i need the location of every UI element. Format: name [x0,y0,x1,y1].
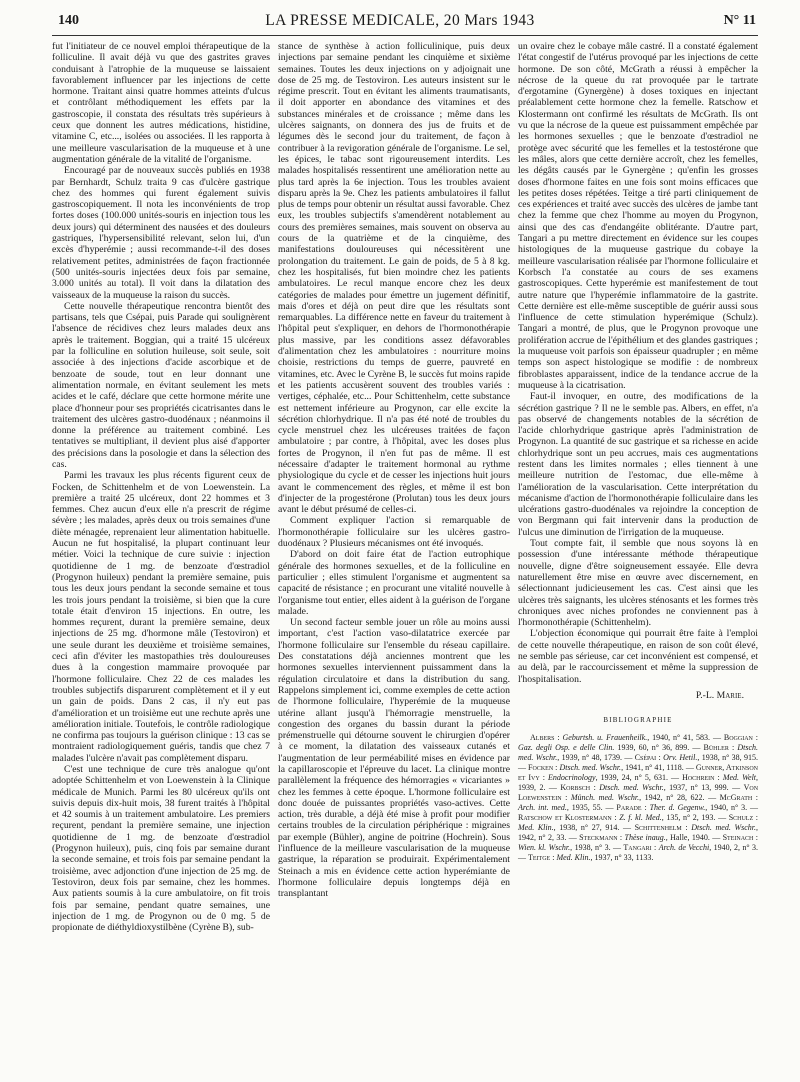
page-number: 140 [58,13,79,28]
bibliography-separator: — [683,762,696,772]
bibliography-author-separator: : [752,792,758,802]
bibliography-author-separator: : [550,852,557,862]
header-rule [52,35,758,36]
bibliography-details: , 1940, n° 3. [705,802,748,812]
bibliography-details: , 1937, n° 13, 999. [663,782,729,792]
bibliography-entry [635,753,758,762]
bibliography-author-separator: : [753,832,758,842]
bibliography-separator: — [667,772,683,782]
bibliography-author: Korbsch [560,782,591,792]
bibliography-author-separator: : [561,792,571,802]
bibliography-journal: Ther. d. Gegenw. [649,802,706,812]
bibliography-journal: Arch. de Vecchi [658,842,710,852]
paragraph: stance de synthèse à action folliculinique, puis deux injections par semaine pendant les cinquième et sixième semaines. Toutes les deux injections on y adjoignait une dose de 25 mg. de Testoviron. Les auteurs insistent sur le régime prescrit. Tout en évitant les aliments traumatisants, il doit apporter en abondance des vitamines et des substances minérales et de croissance ; même dans les ulcères saignants, on donnera des jus de fruits et de légumes dès le second jour du traitement, de façon à contribuer à la revigoration générale de l'organisme. Le sel, les épices, le tabac sont rigoureusement interdits. Les malades hospitalisés ressentirent une amélioration nette au plus tard après la 6e injection. Tous les troubles avaient disparu après la 9e. Chez les patients ambulatoires il fallut plus de temps pour obtenir un résultat aussi favorable. Chez eux, les troubles subjectifs s'amendèrent notablement au cours des premières semaines, mais souvent on observa au cours de la quatrième et de la cinquième, des manifestations douloureuses qui nécessitèrent une prolongation du traitement. Le gain de poids, de 5 à 8 kg. chez les hospitalisés, fut bien moindre chez les patients ambulatoires. Le recul manque encore chez les deux catégories de malades pour émettre un jugement définitif, mais d'ores et déjà on peut dire que les résultats sont remarquables. La différence nette en faveur du traitement à l'hôpital peut s'expliquer, en dehors de l'hormonothérapie plus massive, par les conditions assez défavorables d'alimentation chez les ambulatoires : nourriture moins choisie, restrictions du temps de guerre, pauvreté en vitamines, etc. Avec le Cyrène B, le succès fut moins rapide et les patients accusèrent souvent des troubles variés : vertiges, céphalée, etc... Pour Schittenhelm, cette substance est nettement inférieure au Progynon, car elle excite la sécrétion chlorhydrique. Il n'a pas été noté de troubles du cycle menstruel chez les ulcéreuses traitées de façon ambulatoire ; par contre, à l'hôpital, avec les doses plus fortes de Progynon, il n'en fut pas de même. Il est nécessaire d'adapter le traitement hormonal au rythme physiologique du cycle et de cesser les injections huit jours avant le commencement des règles, et même il est bon d'injecter de la progestérone (Prolutan) tous les deux jours avant le début présumé de celles-ci. [278,41,510,516]
bibliography-separator: — [610,842,624,852]
paragraph: fut l'initiateur de ce nouvel emploi thérapeutique de la folliculine. Il avait déjà vu que des gastrites graves conduisant à l'atrophie de la muqueuse se laissaient favorablement influencer par les injections de cette hormone. Traitant ainsi quatre hommes atteints d'ulcus et contrôlant méthodiquement les effets par la gastroscopie, il constata des résultats très supérieurs à ceux que donnent les autres médications, histidine, vitamine C, etc..., isolées ou associées. Il les rapporta à une meilleure vascularisation de la muqueuse et à une augmentation générale de la vitalité de l'organisme. [52,41,270,165]
bibliography-details: , 1935, 55. [566,802,603,812]
bibliography-details: , 1938, n° 3. [570,842,611,852]
bibliography-separator: — [689,742,704,752]
bibliography-details: , 1939, 24, n° 5, 631. [595,772,668,782]
bibliography-entry [528,763,684,772]
bibliography-author: Teitge [528,852,551,862]
bibliography-details: , 1942, n° 2, 33. [518,822,759,842]
paragraph: Parmi les travaux les plus récents figurent ceux de Focken, de Schittenhelm et de von Loewenstein. La première a traité 25 ulcéreux, dont 22 hommes et 3 femmes. Chez aucun d'eux elle n'a prescrit de régime sévère ; les malades, après deux ou trois semaines d'une diète ménagée, reprenaient leur alimentation habituelle. Aucun ne fut hospitalisé, la plupart continuant leur métier. Voici la technique de cure suivie : injection quotidienne de 1 mg. de benzoate d'œstradiol (Progynon huileux) pendant la première semaine, puis tous les deux jours pendant la seconde semaine et tous les trois jours pendant la troisième, si bien que la cure totale était d'environ 15 injections. En outre, les hommes reçurent, durant la première semaine, deux injections de 25 mg. d'hormone mâle (Testoviron) et une seule durant les deuxième et troisième semaines, ceci afin d'éviter les mastopathies très douloureuses dues à la congestion mammaire provoquée par l'hormone folliculaire. Chez 22 de ces malades les troubles subjectifs disparurent complètement et il y eut un gain de poids. Dans 2 cas, il n'y eut pas d'amélioration et un troisième eut une rechute après une amélioration initiale. Toutefois, le contrôle radiologique ne confirma pas toujours la guérison clinique : 13 cas se montraient radiologiquement guéris, tandis que chez 7 malades l'ulcère n'avait pas complètement disparu. [52,470,270,764]
text-column-2 [278,41,510,900]
bibliography-separator: — [728,782,744,792]
bibliography-journal: Endocrinology [548,772,596,782]
bibliography-author-separator: : [617,832,625,842]
bibliography-author: Csépai [634,752,657,762]
bibliography-journal: Med. Klin. [518,822,554,832]
bibliography-journal: Gaz. degli Osp. e delle Clin. [518,742,615,752]
text-column-3 [518,41,758,863]
bibliography-separator: — [621,752,635,762]
bibliography-author: McGrath [719,792,753,802]
bibliography-entry [579,833,710,842]
bibliography-separator: — [518,762,529,772]
bibliography-journal: Thèse inaug. [624,832,666,842]
bibliography-author: Schulz [728,812,754,822]
text-column-1 [52,41,270,933]
bibliography-separator: — [619,822,635,832]
bibliography-separator: — [710,732,724,742]
bibliography-author: Hochrein [682,772,715,782]
bibliography-details: , 1938, n° 27, 914. [553,822,620,832]
bibliography-details: , 1940, 2, n° 3. [709,842,759,852]
bibliography-journal: Dtsch. med. Wschr. [518,742,759,762]
bibliography-author: Tangari [623,842,652,852]
bibliography-author: Steckmann [579,832,618,842]
paragraph: Comment expliquer l'action si remarquable de l'hormonothérapie folliculaire sur les ulcères gastro-duodénaux ? Plusieurs mécanismes ont été invoqués. [278,515,510,550]
bibliography-details: , 135, n° 2, 193. [661,812,716,822]
bibliography-author-separator: : [651,842,659,852]
bibliography-author-separator: : [539,772,549,782]
paragraph: Faut-il invoquer, en outre, des modifications de la sécrétion gastrique ? Il ne le semble pas. Albers, en effet, n'a pas observé de changements notables de la sécrétion de l'acide chlorhydrique gastrique après l'administration de Progynon. La quantité de suc gastrique et sa richesse en acide chlorhydrique sont un peu accrues, mais ces augmentations restent dans les limites normales ; elles tiennent à une meilleure nutrition de l'estomac, due elle-même à l'amélioration de la vascularisation. Cette interprétation du mécanisme d'action de l'hormonothérapie folliculaire dans les ulcérations gastro-duodénales va rejoindre la conception de von Bergmann qui fait intervenir dans la production de l'ulcus une diminution de l'irrigation de la muqueuse. [518,391,758,538]
bibliography-author-separator: : [553,762,560,772]
bibliography-journal: Z. f. kl. Med. [619,812,662,822]
bibliography-separator: — [545,782,561,792]
bibliography-details: 1939, 60, n° 36, 899. [614,742,690,752]
bibliography-entry [518,813,715,822]
bibliography-details: , 1942, n° 28, 622. [639,792,705,802]
bibliography-entry [530,733,710,742]
bibliography-journal: Dtsch. med. Wschr. [599,782,664,792]
bibliography-journal: Med. Klin. [556,852,591,862]
bibliography-author: Steinach [722,832,754,842]
bibliography-author: Albers [530,732,555,742]
bibliography-separator: — [704,792,720,802]
paragraph: L'objection économique qui pourrait être faite à l'emploi de cette nouvelle thérapeutique, en raison de son coût élevé, ne semble pas sérieuse, car cet inconvénient est compensé, et au delà, par le raccourcissement et même la suppression de l'hospitalisation. [518,628,758,685]
paragraph: un ovaire chez le cobaye mâle castré. Il a constaté également l'état congestif de l'utérus provoqué par les injections de cette hormone. De son côté, McGrath a réussi à empêcher la nécrose de la queue du rat provoquée par le tartrate d'ergotamine (Gynergène) à doses toxiques en injectant préalablement cette hormone chez la femelle. Ratschow et Klostermann ont confirmé les résultats de McGrath. Ils ont vu que la nécrose de la queue est puissamment empêchée par les hormones sexuelles ; que le benzoate d'œstradiol ne protège avec sécurité que les femelles et la testostérone que les mâles, alors que cette dernière accroît, chez les femelles, les dégâts causés par le Gynergène ; qu'enfin les grosses doses d'hormone faites en une fois sont moins efficaces que les petites doses répétées. Teitge a tiré parti cliniquement de ces expériences et traité avec succès des ulcères de jambe tant chez la femme que chez l'homme au moyen du Progynon, ainsi que des cas d'endangéite oblitérante. D'autre part, Tangari a pu mettre directement en évidence sur les coupes histologiques de la muqueuse gastrique du cobaye la meilleure vascularisation réalisée par l'hormone folliculaire et Korbsch l'a constatée au cours de ses examens gastroscopiques. Cette hyperémie est manifestement de tout autre nature que l'hyperémie inflammatoire de la gastrite. Cette dernière est elle-même susceptible de guérir aussi sous l'influence de cette stimulation hyperémique (Schulz). Tangari a montré, de plus, que le Progynon provoque une prolifération accrue de l'épithélium et des glandes gastriques ; la muqueuse voit parfois son épaisseur quadrupler ; en même temps son aspect histologique se modifie : de nombreux fibroblastes apparaissent, indice de la tendance accrue de la muqueuse à la cicatrisation. [518,41,758,391]
bibliography-author-separator: : [590,782,600,792]
bibliography-separator: — [518,852,528,862]
bibliography-author-separator: : [656,752,664,762]
bibliography-author: Ratschow et Klostermann [518,812,612,822]
bibliography-journal: Dtsch. med. Wschr. [559,762,622,772]
bibliography-journal: Münch. med. Wschr. [570,792,640,802]
paragraph: Un second facteur semble jouer un rôle au moins aussi important, c'est l'action vaso-dilatatrice exercée par l'hormone folliculaire sur l'ensemble du réseau capillaire. Des constatations déjà anciennes montrent que les hormones sexuelles interviennent puissamment dans la régulation circulatoire et dans la distribution du sang. Rappelons simplement ici, comme exemples de cette action de l'hormone folliculaire, l'hyperémie de la muqueuse utérine allant jusqu'à l'hémorragie menstruelle, la congestion des organes du bassin durant la période prémenstruelle qui détourne souvent le chirurgien d'opérer à ce moment, la dilatation des vaisseaux cutanés et l'augmentation de leur perméabilité mises en évidence par la capillaroscopie et l'épreuve du lacet. La clinique montre parallèlement la fréquence des hémorragies « vicariantes » chez les femmes à cette époque. L'hormone folliculaire est donc douée de puissantes propriétés vaso-actives. Cette action, très durable, a déjà été mise à profit pour modifier certains troubles de la circulation périphérique : migraines par exemple (Bühler), angine de poitrine (Hochrein). Sous l'influence de la meilleure vascularisation de la muqueuse gastrique, la réparation se produirait. Expérimentalement Steinach a mis en évidence cette action hyperémiante de l'hormone folliculaire depuis longtemps déjà en transplantant [278,617,510,900]
bibliography-journal: Arch. int. med. [518,802,567,812]
bibliography-list [518,733,758,863]
bibliography-journal: Med. Welt [722,772,757,782]
bibliography-separator: — [602,802,617,812]
paragraph: C'est une technique de cure très analogue qu'ont adoptée Schittenhelm et von Loewenstein à la Clinique médicale de Munich. Parmi les 80 ulcéreux qu'ils ont suivis depuis dix-huit mois, 38 furent traités à l'hôpital et 42 soumis à un traitement ambulatoire. Les premiers reçurent, pendant la première semaine, une injection quotidienne de 1 mg. de benzoate d'œstradiol (Progynon huileux), puis, cinq fois par semaine durant la seconde semaine, et trois fois par semaine pendant la troisième, avec adjonction d'une injection de 25 mg. de Testoviron, deux fois par semaine, chez les hommes. Aux patients soumis à la cure ambulatoire, on fit trois fois par semaine, pendant quatre semaines, une injection de 1 mg. de Progynon ou de 0 mg. 5 de propionate de diéthyldioxystilbène (Cyrène B), sub- [52,764,270,934]
bibliography-entry [623,843,758,852]
bibliography-details: , 1938, n° 38, 915. [697,752,759,762]
bibliography-details: , Halle, 1940. [665,832,710,842]
bibliography-entry [616,803,747,812]
author-signature: P.-L. Marie. [695,689,744,701]
bibliography-details: , 1937, n° 33, 1133. [590,852,654,862]
bibliography-entry [560,783,728,792]
bibliography-separator: — [715,812,729,822]
bibliography-author-separator: : [641,802,650,812]
bibliography-separator: — [566,832,580,842]
bibliography-author: Schittenhelm [634,822,682,832]
bibliography-heading: BIBLIOGRAPHIE [603,716,673,725]
paragraph: Tout compte fait, il semble que nous soyons là en possession d'une intéressante méthode thérapeutique nouvelle, digne d'être soigneusement essayée. Elle devra naturellement être mise en œuvre avec discernement, en sélectionnant judicieusement les cas. C'est ainsi que les ulcères très saignants, les ulcères sténosants et les formes très chroniques avec niches profondes ne conviennent pas à l'hormonothérapie (Schittenhelm). [518,538,758,629]
bibliography-author-separator: : [753,812,758,822]
bibliography-author: Bühler [703,742,729,752]
paragraph: Encouragé par de nouveaux succès publiés en 1938 par Bernhardt, Schulz traita 9 cas d'ulcère gastrique chez des hommes qui furent également suivis gastroscopiquement. Il nota les inconvénients de trop fortes doses (100.000 unités-souris en injection tous les deux jours) qui déterminent des nausées et des douleurs gastriques, l'hypersensibilité relevant, selon lui, d'un excès d'hyperémie ; aussi recommande-t-il des doses relativement petites, administrées de façon fractionnée (500 unités-souris injectées deux fois par semaine, 3.000 unités au total). Il voit dans la dilatation des vaisseaux de la muqueuse la raison du succès. [52,165,270,301]
bibliography-separator: — [709,832,723,842]
bibliography-author-separator: : [752,732,759,742]
bibliography-entry [528,853,653,862]
bibliography-author: Von Loewenstein [518,782,759,802]
bibliography-author: Focken [528,762,554,772]
bibliography-journal: Orv. Hetil. [663,752,698,762]
bibliography-author-separator: : [554,732,563,742]
bibliography-journal: Geburtsh. u. Frauenheilk. [562,732,648,742]
masthead-title: LA PRESSE MEDICALE, 20 Mars 1943 [265,12,535,29]
bibliography-details: , 1940, n° 41, 583. [647,732,711,742]
bibliography-journal: Dtsch. med. Wschr. [691,822,757,832]
bibliography-author: Gunner, Atkinson et Ivy [518,762,759,782]
bibliography-author-separator: : [714,772,723,782]
paragraph: D'abord on doit faire état de l'action eutrophique générale des hormones sexuelles, et de la folliculine en particulier ; elles stimulent l'organisme et augmentent sa capacité de résistance ; en procurant une vitalité nouvelle à l'organisme tout entier, elles aident à la guérison de l'organe malade. [278,549,510,617]
bibliography-details: , 1939, n° 48, 1739. [557,752,622,762]
bibliography-author-separator: : [728,742,738,752]
bibliography-author-separator: : [611,812,620,822]
bibliography-author-separator: : [681,822,692,832]
bibliography-journal: Wien. kl. Wschr. [518,842,571,852]
bibliography-separator: — [747,802,758,812]
bibliography-author: Parade [616,802,642,812]
bibliography-author: Boggian [723,732,753,742]
issue-number: N° 11 [723,13,756,28]
bibliography-details: , 1939, 2. [518,772,759,792]
bibliography-details: , 1941, n° 41, 1118. [621,762,684,772]
paragraph: Cette nouvelle thérapeutique rencontra bientôt des partisans, tels que Csépai, puis Parade qui soulignèrent l'absence de récidives chez leurs malades deux ans après le traitement. Boggian, qui a traité 15 ulcéreux par la folliculine en solution huileuse, soit seule, soit associée à des injections d'acide ascorbique et de benzoate de soude, tout en leur donnant une alimentation normale, en évitant seulement les mets acides et le café, déclare que cette hormone mérite une place d'honneur pour ses propriétés cicatrisantes dans le traitement des ulcères gastro-duodénaux ; néanmoins il donne la préférence au traitement combiné. Les tentatives se multipliant, il devient plus aisé d'apporter des précisions dans la posologie et dans la sélection des cas. [52,300,270,470]
